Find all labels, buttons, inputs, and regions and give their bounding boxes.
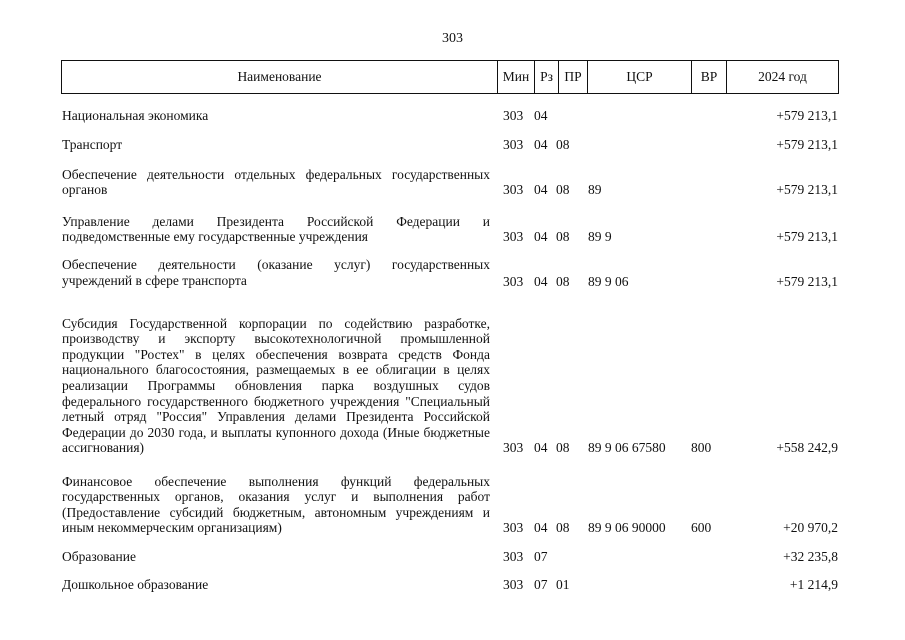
- row-amount: +32 235,8: [783, 549, 838, 564]
- row-name: Субсидия Государственной корпорации по содействию разработке, производству и экспорту высокотехнологичной промышленной продукции "Ростех" в целях обеспечения возврата средств Фонда национального благосостояния, размещаемых в ее облигации в целях реализации Программы обновления парка воздушных судов федерального государственного бюджетного учреждения "Специальный летный отряд "Россия" Управления делами Президента Российской Федерации до 2030 года, и выплаты купонного дохода (Иные бюджетные ассигнования): [62, 315, 490, 456]
- header-min: Мин: [497, 61, 534, 93]
- row-csr: 89 9: [588, 229, 612, 244]
- table-row: [0, 165, 905, 198]
- row-min: 303: [503, 108, 524, 123]
- row-rz: 04: [534, 440, 548, 455]
- row-amount: +558 242,9: [776, 440, 838, 455]
- row-pr: 08: [556, 229, 570, 244]
- row-min: 303: [503, 182, 524, 197]
- table-header: [61, 60, 839, 94]
- row-min: 303: [503, 549, 524, 564]
- row-csr: 89: [588, 182, 602, 197]
- row-amount: +20 970,2: [783, 520, 838, 535]
- row-csr: 89 9 06 90000: [588, 520, 666, 535]
- row-amount: +1 214,9: [789, 577, 838, 592]
- table-row: [0, 211, 905, 245]
- table-row: [0, 303, 905, 456]
- row-pr: 08: [556, 137, 570, 152]
- row-rz: 04: [534, 520, 548, 535]
- table-row: [0, 136, 905, 153]
- page-number: 303: [442, 31, 463, 46]
- row-name: Национальная экономика: [62, 108, 209, 124]
- row-min: 303: [503, 274, 524, 289]
- row-pr: 08: [556, 274, 570, 289]
- row-rz: 07: [534, 549, 548, 564]
- row-min: 303: [503, 229, 524, 244]
- row-name: Дошкольное образование: [62, 577, 209, 593]
- row-amount: +579 213,1: [776, 229, 838, 244]
- table-row: [0, 548, 905, 565]
- table-row: [0, 576, 905, 593]
- row-pr: 08: [556, 182, 570, 197]
- row-rz: 04: [534, 137, 548, 152]
- row-pr: 08: [556, 520, 570, 535]
- row-min: 303: [503, 520, 524, 535]
- row-min: 303: [503, 440, 524, 455]
- row-name: Транспорт: [62, 137, 123, 153]
- row-min: 303: [503, 577, 524, 592]
- row-min: 303: [503, 137, 524, 152]
- row-name: Финансовое обеспечение выполнения функций федеральных государственных органов, оказания услуг и выполнения работ (Предоставление субсидий бюджетным, автономным учреждениям и иным некоммерческим организациям): [62, 473, 490, 536]
- row-pr: 01: [556, 577, 570, 592]
- header-csr: ЦСР: [587, 61, 691, 93]
- row-rz: 07: [534, 577, 548, 592]
- table-row: [0, 257, 905, 290]
- row-pr: 08: [556, 440, 570, 455]
- row-name: Управление делами Президента Российской Федерации и подведомственные ему государственные учреждения: [62, 213, 490, 245]
- header-name: Наименование: [237, 69, 322, 84]
- row-name: Обеспечение деятельности отдельных федеральных государственных органов: [62, 166, 490, 198]
- row-rz: 04: [534, 182, 548, 197]
- row-name: Образование: [62, 549, 136, 565]
- row-amount: +579 213,1: [776, 108, 838, 123]
- row-rz: 04: [534, 108, 548, 123]
- header-rz: Рз: [534, 61, 558, 93]
- row-csr: 89 9 06 67580: [588, 440, 666, 455]
- table-row: [0, 107, 905, 124]
- header-vr: ВР: [691, 61, 726, 93]
- row-amount: +579 213,1: [776, 274, 838, 289]
- row-amount: +579 213,1: [776, 182, 838, 197]
- row-vr: 600: [691, 520, 712, 535]
- row-csr: 89 9 06: [588, 274, 629, 289]
- row-rz: 04: [534, 274, 548, 289]
- row-vr: 800: [691, 440, 712, 455]
- table-row: [0, 468, 905, 536]
- row-amount: +579 213,1: [776, 137, 838, 152]
- header-year: 2024 год: [726, 61, 838, 93]
- row-rz: 04: [534, 229, 548, 244]
- header-pr: ПР: [558, 61, 587, 93]
- row-name: Обеспечение деятельности (оказание услуг) государственных учреждений в сфере транспорта: [62, 257, 490, 288]
